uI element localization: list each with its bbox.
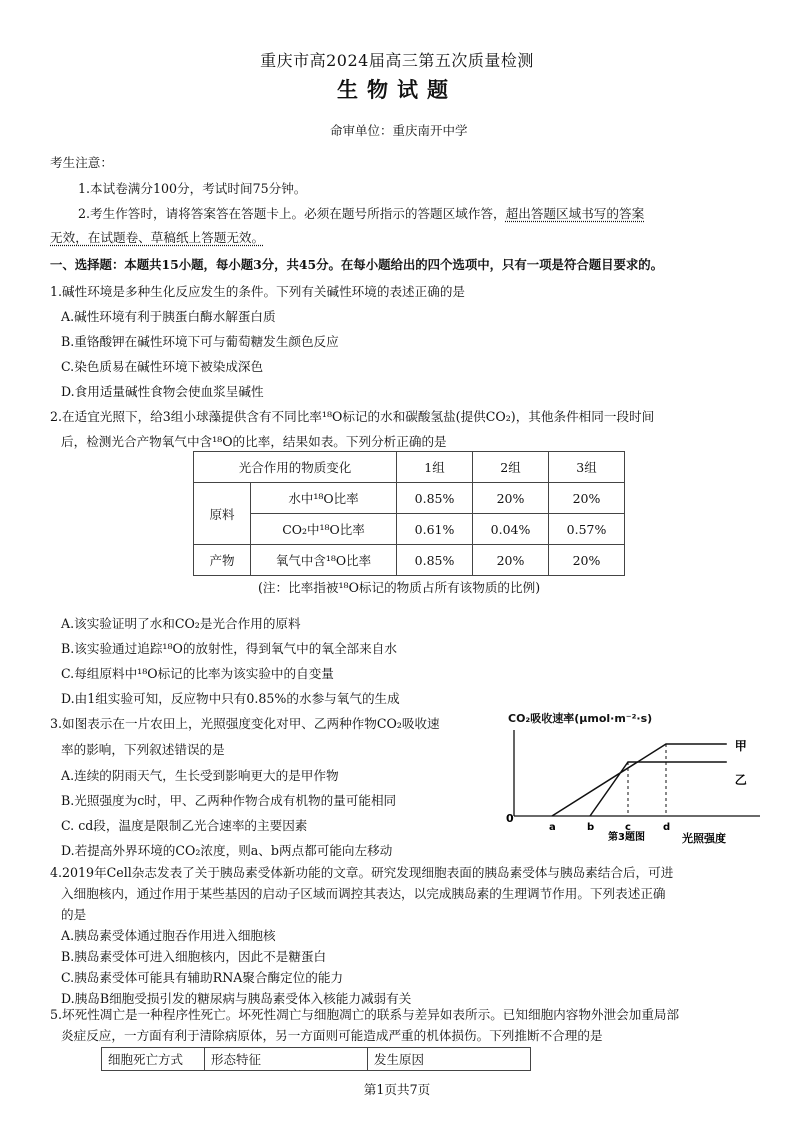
table-cell: 0.85% xyxy=(397,545,473,576)
notice-item-1: 1.本试卷满分100分，考试时间75分钟。 xyxy=(78,181,307,196)
q4-stem-1: 4.2019年Cell杂志发表了关于胰岛素受体新功能的文章。研究发现细胞表面的胰岛素受体与胰岛素结合后，可进 xyxy=(50,865,674,880)
author-unit: 命审单位：重庆南开中学 xyxy=(330,123,468,138)
q5-table xyxy=(101,1047,531,1071)
q3-option-b: B.光照强度为c时，甲、乙两种作物合成有机物的量可能相同 xyxy=(61,793,397,808)
q2-option-b: B.该实验通过追踪¹⁸O的放射性，得到氧气中的氧全部来自水 xyxy=(61,641,397,656)
table-cell: 20% xyxy=(473,483,549,514)
table-cell: 水中¹⁸O比率 xyxy=(251,483,397,514)
q4-stem-3: 的是 xyxy=(61,907,87,922)
q2-table-note: (注：比率指被¹⁸O标记的物质占所有该物质的比例) xyxy=(258,580,541,595)
subject-title: 生物试题 xyxy=(337,77,457,102)
q5-stem-2: 炎症反应，一方面有利于清除病原体，另一方面则可能造成严重的机体损伤。下列推断不合理的是 xyxy=(61,1028,603,1043)
table-row xyxy=(102,1048,531,1071)
q3-stem-1: 3.如图表示在一片农田上，光照强度变化对甲、乙两种作物CO₂吸收速 xyxy=(50,716,440,731)
table-row xyxy=(194,514,625,545)
notice-item-2-a: 2.考生作答时，请将答案答在答题卡上。必须在题号所指示的答题区域作答， xyxy=(78,206,506,221)
q3-option-d: D.若提高外界环境的CO₂浓度，则a、b两点都可能向左移动 xyxy=(61,843,393,858)
notice-item-2 xyxy=(78,203,644,222)
q4-option-d: D.胰岛B细胞受损引发的糖尿病与胰岛素受体入核能力减弱有关 xyxy=(61,991,412,1006)
q4-option-c: C.胰岛素受体可能具有辅助RNA聚合酶定位的能力 xyxy=(61,970,344,985)
table-group-cell: 产物 xyxy=(194,545,251,576)
table-row xyxy=(194,452,625,483)
table-cell: 0.61% xyxy=(397,514,473,545)
q2-option-a: A.该实验证明了水和CO₂是光合作用的原料 xyxy=(61,616,301,631)
notice-item-2-b: 超出答题区域书写的答案 xyxy=(505,206,645,221)
x-axis-label: 光照强度 xyxy=(682,832,726,844)
table-header-cell: 发生原因 xyxy=(368,1048,531,1071)
notice-heading: 考生注意： xyxy=(50,155,113,170)
chart-plot xyxy=(506,730,760,844)
table-header-cell: 1组 xyxy=(397,452,473,483)
series-label: 甲 xyxy=(734,739,747,753)
q1-option-b: B.重铬酸钾在碱性环境下可与葡萄糖发生颜色反应 xyxy=(61,334,339,349)
q3-option-a: A.连续的阴雨天气，生长受到影响更大的是甲作物 xyxy=(61,768,339,783)
table-cell: 20% xyxy=(473,545,549,576)
series-line-甲 xyxy=(552,744,727,816)
chart-title: CO₂吸收速率(μmol·m⁻²·s) xyxy=(508,712,653,725)
x-tick-label: c xyxy=(625,822,631,833)
q2-option-d: D.由1组实验可知，反应物中只有0.85%的水参与氧气的生成 xyxy=(61,691,400,706)
chart-caption: 第3题图 xyxy=(608,832,645,843)
section-1-heading: 一、选择题：本题共15小题，每小题3分，共45分。在每小题给出的四个选项中，只有一项是符合题目要求的。 xyxy=(50,257,664,272)
table-cell: 20% xyxy=(549,545,625,576)
q2-table xyxy=(193,451,625,576)
page-footer: 第1页共7页 xyxy=(363,1082,431,1097)
table-cell: 20% xyxy=(549,483,625,514)
notice-item-2-c: 无效，在试题卷、草稿纸上答题无效。 xyxy=(50,230,265,245)
q4-option-b: B.胰岛素受体可进入细胞核内，因此不是糖蛋白 xyxy=(61,949,327,964)
q4-stem-2: 入细胞核内，通过作用于某些基因的启动子区域而调控其表达，以完成胰岛素的生理调节作用。下列表述正确 xyxy=(61,886,666,901)
q1-stem: 1.碱性环境是多种生化反应发生的条件。下列有关碱性环境的表述正确的是 xyxy=(50,284,466,299)
q2-stem-1: 2.在适宜光照下，给3组小球藻提供含有不同比率¹⁸O标记的水和碳酸氢盐(提供CO₂)，其他条件相同一段时间 xyxy=(50,409,655,424)
q3-stem-2: 率的影响，下列叙述错误的是 xyxy=(61,742,225,757)
table-header-cell: 形态特征 xyxy=(205,1048,368,1071)
table-cell: CO₂中¹⁸O比率 xyxy=(251,514,397,545)
q5-stem-1: 5.坏死性凋亡是一种程序性死亡。坏死性凋亡与细胞凋亡的联系与差异如表所示。已知细胞内容物外泄会加重局部 xyxy=(50,1007,680,1022)
table-row xyxy=(194,483,625,514)
origin-label: 0 xyxy=(506,812,514,825)
q3-chart xyxy=(498,704,770,844)
q2-option-c: C.每组原料中¹⁸O标记的比率为该实验中的自变量 xyxy=(61,666,334,681)
q4-option-a: A.胰岛素受体通过胞吞作用进入细胞核 xyxy=(61,928,276,943)
q3-option-c: C. cd段，温度是限制乙光合速率的主要因素 xyxy=(61,818,308,833)
table-cell: 氧气中含¹⁸O比率 xyxy=(251,545,397,576)
table-cell: 0.57% xyxy=(549,514,625,545)
table-header-cell: 光合作用的物质变化 xyxy=(194,452,397,483)
x-tick-label: b xyxy=(587,822,595,833)
x-tick-label: a xyxy=(549,822,556,833)
exam-title: 重庆市高2024届高三第五次质量检测 xyxy=(260,51,534,70)
series-label: 乙 xyxy=(734,773,747,787)
table-row xyxy=(194,545,625,576)
table-cell: 0.85% xyxy=(397,483,473,514)
table-group-cell: 原料 xyxy=(194,483,251,545)
q1-option-d: D.食用适量碱性食物会使血浆呈碱性 xyxy=(61,384,264,399)
q1-option-c: C.染色质易在碱性环境下被染成深色 xyxy=(61,359,264,374)
table-header-cell: 2组 xyxy=(473,452,549,483)
q2-stem-2: 后，检测光合产物氧气中含¹⁸O的比率，结果如表。下列分析正确的是 xyxy=(61,434,447,449)
series-line-乙 xyxy=(590,762,727,816)
table-cell: 0.04% xyxy=(473,514,549,545)
x-tick-label: d xyxy=(663,822,671,833)
q1-option-a: A.碱性环境有利于胰蛋白酶水解蛋白质 xyxy=(61,309,276,324)
table-header-cell: 细胞死亡方式 xyxy=(102,1048,205,1071)
table-header-cell: 3组 xyxy=(549,452,625,483)
